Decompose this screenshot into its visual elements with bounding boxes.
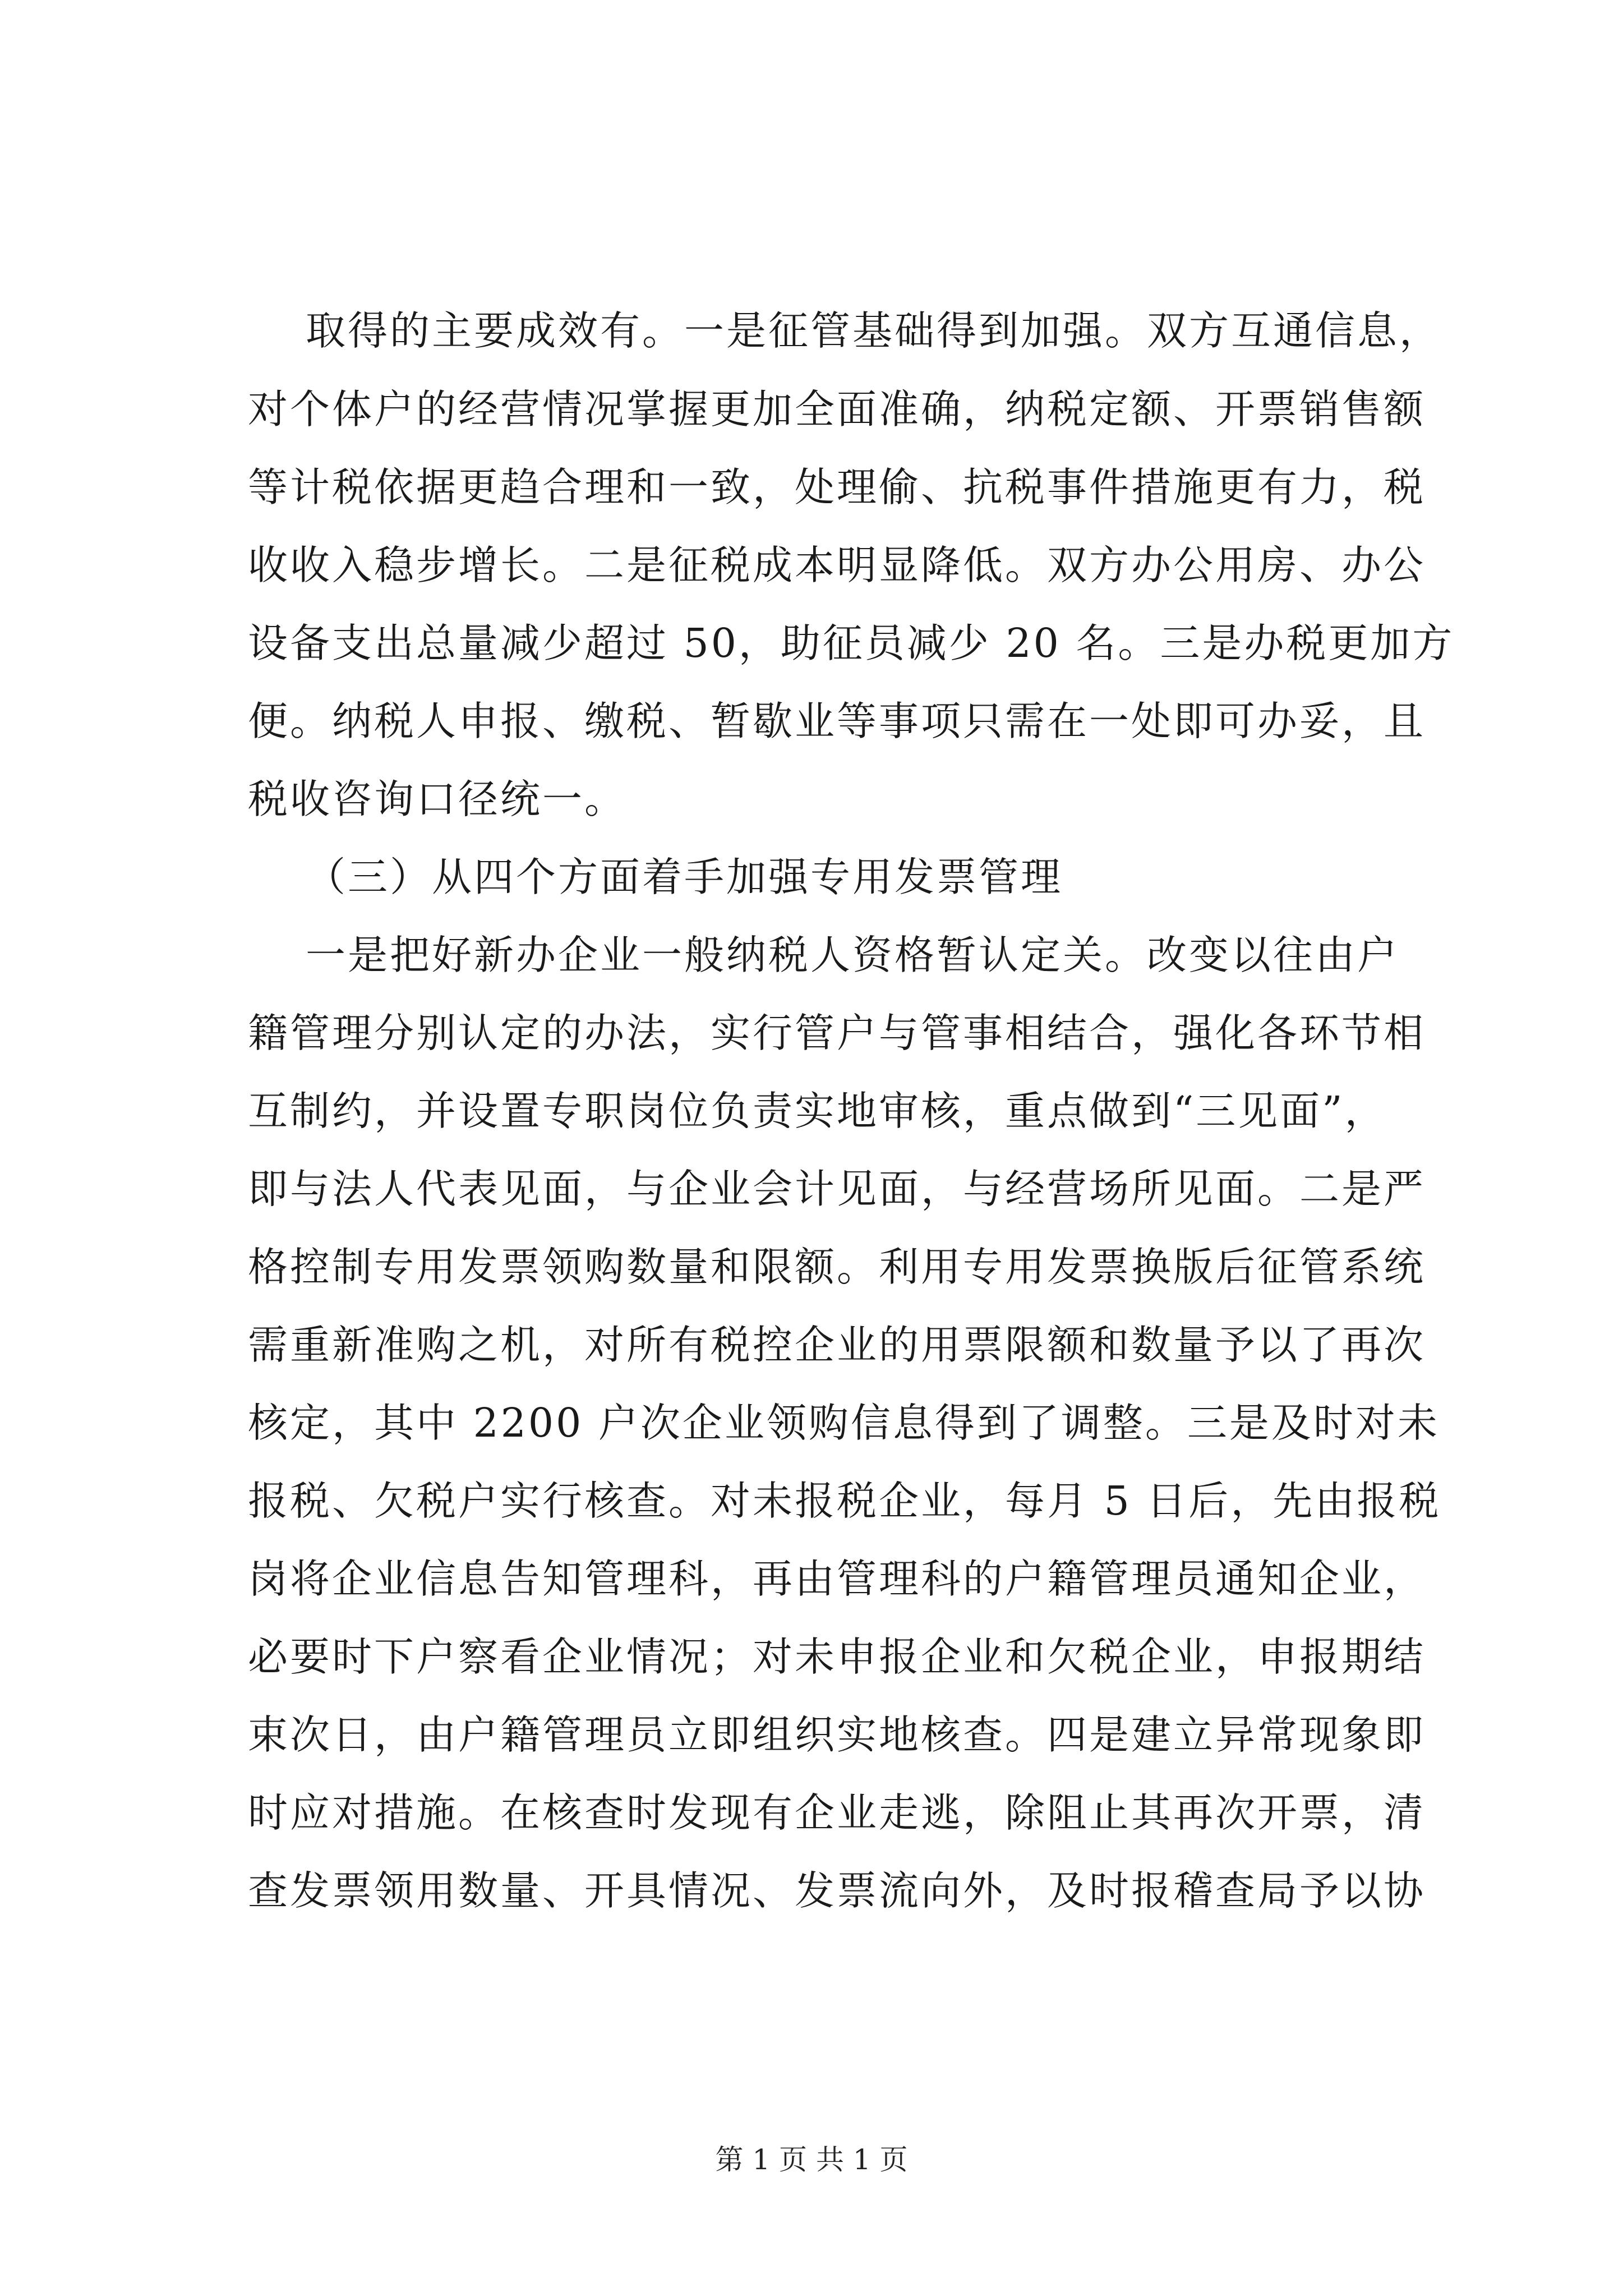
paragraph-1-line-1: 取得的主要成效有。一是征管基础得到加强。双方互通信息， xyxy=(306,307,1442,354)
paragraph-2-line-12: 时应对措施。在核查时发现有企业走逃，除阻止其再次开票，清 xyxy=(248,1789,1426,1836)
paragraph-1-line-7: 税收咨询口径统一。 xyxy=(248,776,627,822)
paragraph-1-line-5: 设备支出总量减少超过 50，助征员减少 20 名。三是办税更加方 xyxy=(248,620,1455,666)
paragraph-1-line-3: 等计税依据更趋合理和一致，处理偷、抗税事件措施更有力，税 xyxy=(248,464,1426,510)
page-footer: 第 1 页 共 1 页 xyxy=(715,2143,908,2176)
paragraph-2-line-4: 即与法人代表见面，与企业会计见面，与经营场所见面。二是严 xyxy=(248,1166,1426,1212)
paragraph-1-line-4: 收收入稳步增长。二是征税成本明显降低。双方办公用房、办公 xyxy=(248,542,1426,588)
paragraph-2-line-11: 束次日，由户籍管理员立即组织实地核查。四是建立异常现象即 xyxy=(248,1711,1426,1758)
paragraph-2-line-13: 查发票领用数量、开具情况、发票流向外，及时报稽查局予以协 xyxy=(248,1867,1426,1914)
section-heading: （三）从四个方面着手加强专用发票管理 xyxy=(306,854,1063,900)
paragraph-2-line-2: 籍管理分别认定的办法，实行管户与管事相结合，强化各环节相 xyxy=(248,1010,1426,1056)
paragraph-2-line-6: 需重新准购之机，对所有税控企业的用票限额和数量予以了再次 xyxy=(248,1322,1426,1368)
paragraph-2-line-7: 核定，其中 2200 户次企业领购信息得到了调整。三是及时对未 xyxy=(248,1400,1440,1446)
paragraph-2-line-8: 报税、欠税户实行核查。对未报税企业，每月 5 日后，先由报税 xyxy=(248,1478,1441,1524)
paragraph-1-line-2: 对个体户的经营情况掌握更加全面准确，纳税定额、开票销售额 xyxy=(248,386,1426,432)
paragraph-2-line-10: 必要时下户察看企业情况；对未申报企业和欠税企业，申报期结 xyxy=(248,1634,1426,1680)
paragraph-2-line-5: 格控制专用发票领购数量和限额。利用专用发票换版后征管系统 xyxy=(248,1244,1426,1290)
paragraph-1-line-6: 便。纳税人申报、缴税、暂歇业等事项只需在一处即可办妥，且 xyxy=(248,698,1426,744)
paragraph-2-line-9: 岗将企业信息告知管理科，再由管理科的户籍管理员通知企业， xyxy=(248,1556,1426,1602)
paragraph-2-line-3: 互制约，并设置专职岗位负责实地审核，重点做到“三见面”， xyxy=(248,1088,1387,1134)
paragraph-2-line-1: 一是把好新办企业一般纳税人资格暂认定关。改变以往由户 xyxy=(306,932,1400,978)
